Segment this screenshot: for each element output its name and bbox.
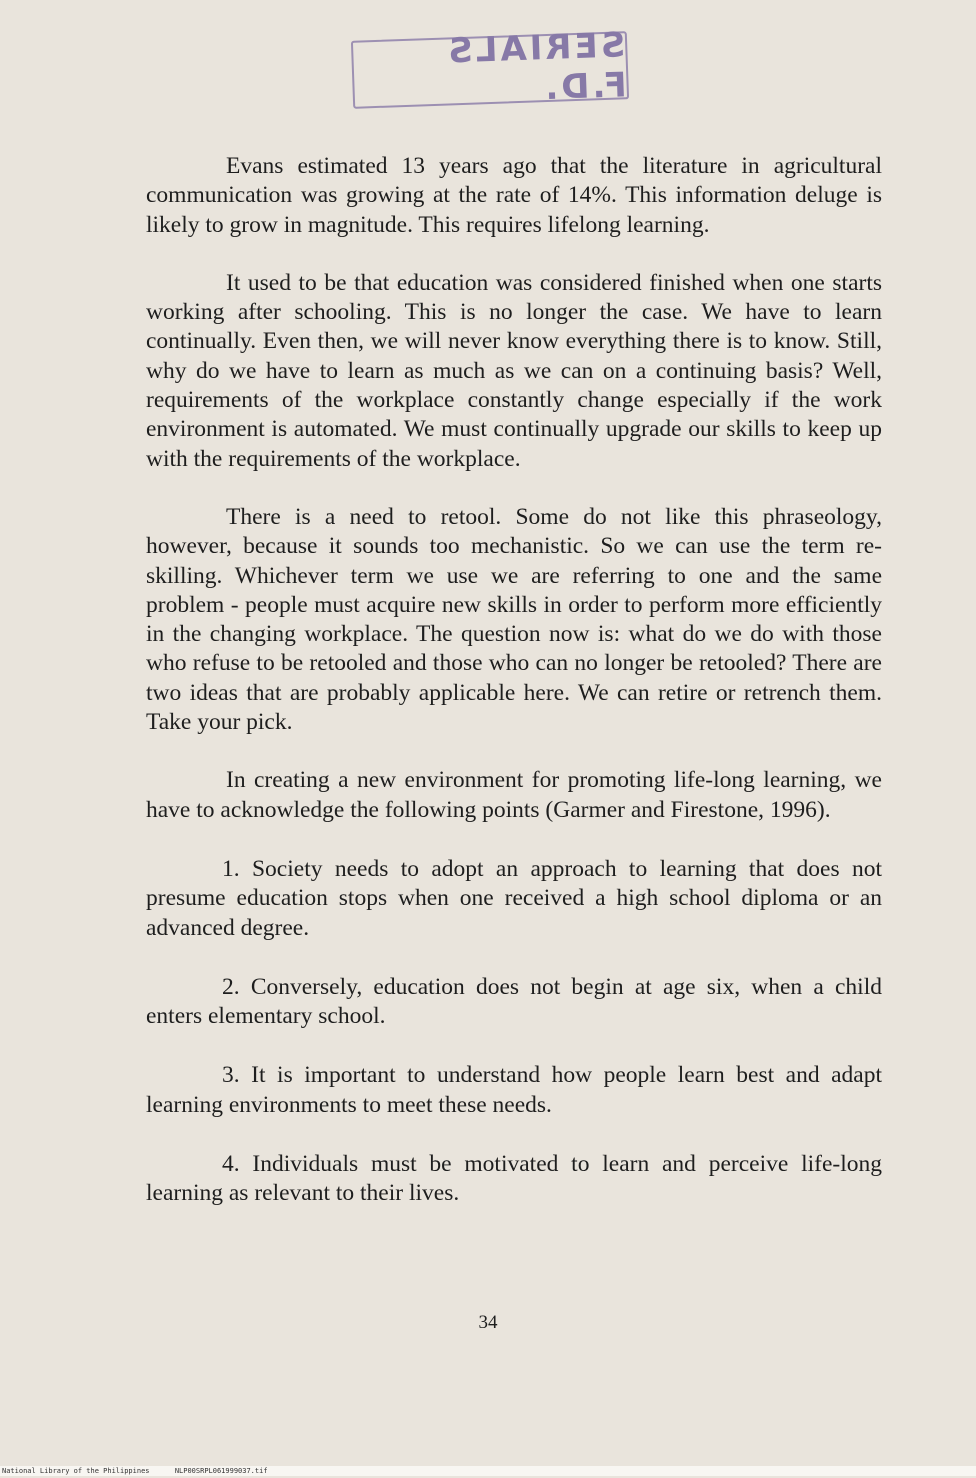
paragraph-3: There is a need to retool. Some do not like this phraseology, however, because it sounds too mechanistic. So we can use the term re-skilling. Whichever term we use we are referring to one and the same problem - people must acquire new skills in order to perform more efficiently in the changing workplace. The question now is: what do we do with those who refuse to be retooled and those who can no longer be retooled? There are two ideas that are probably applicable here. We can retire or retrench them. Take your pick. [146, 503, 882, 736]
serials-stamp [351, 25, 629, 109]
footer-library: National Library of the Philippines [2, 1467, 150, 1475]
page-number: 34 [478, 1312, 498, 1333]
paragraph-4: In creating a new environment for promoting life-long learning, we have to acknowledge the following points (Garmer and Firestone, 1996). [146, 767, 882, 823]
paragraph-2: It used to be that education was considered finished when one starts working after schooling. This is no longer the case. We have to learn continually. Even then, we will never know everything there is to know. Still, why do we have to learn as much as we can on a continuing basis? Well, requirements of the workplace constantly change especially if the work environment is automated. We must continually upgrade our skills to keep up with the requirements of the workplace. [146, 269, 882, 472]
footer-file: NLP00SRPL061999037.tif [174, 1467, 268, 1475]
stamp-text: SERIALS F.D. [444, 25, 628, 109]
point-3: 3. It is important to understand how people learn best and adapt learning environments to meet these needs. [146, 1062, 882, 1118]
point-1: 1. Society needs to adopt an approach to learning that does not presume education stops when one received a high school diploma or an advanced degree. [146, 855, 882, 941]
point-2: 2. Conversely, education does not begin at age six, when a child enters elementary school. [146, 973, 882, 1030]
page-body [146, 152, 882, 1239]
scan-footer [0, 1466, 976, 1476]
point-4: 4. Individuals must be motivated to learn and perceive life-long learning as relevant to their lives. [146, 1151, 882, 1207]
paragraph-1: Evans estimated 13 years ago that the literature in agricultural communication was growing at the rate of 14%. This information deluge is likely to grow in magnitude. This requires lifelong learning. [146, 153, 882, 238]
